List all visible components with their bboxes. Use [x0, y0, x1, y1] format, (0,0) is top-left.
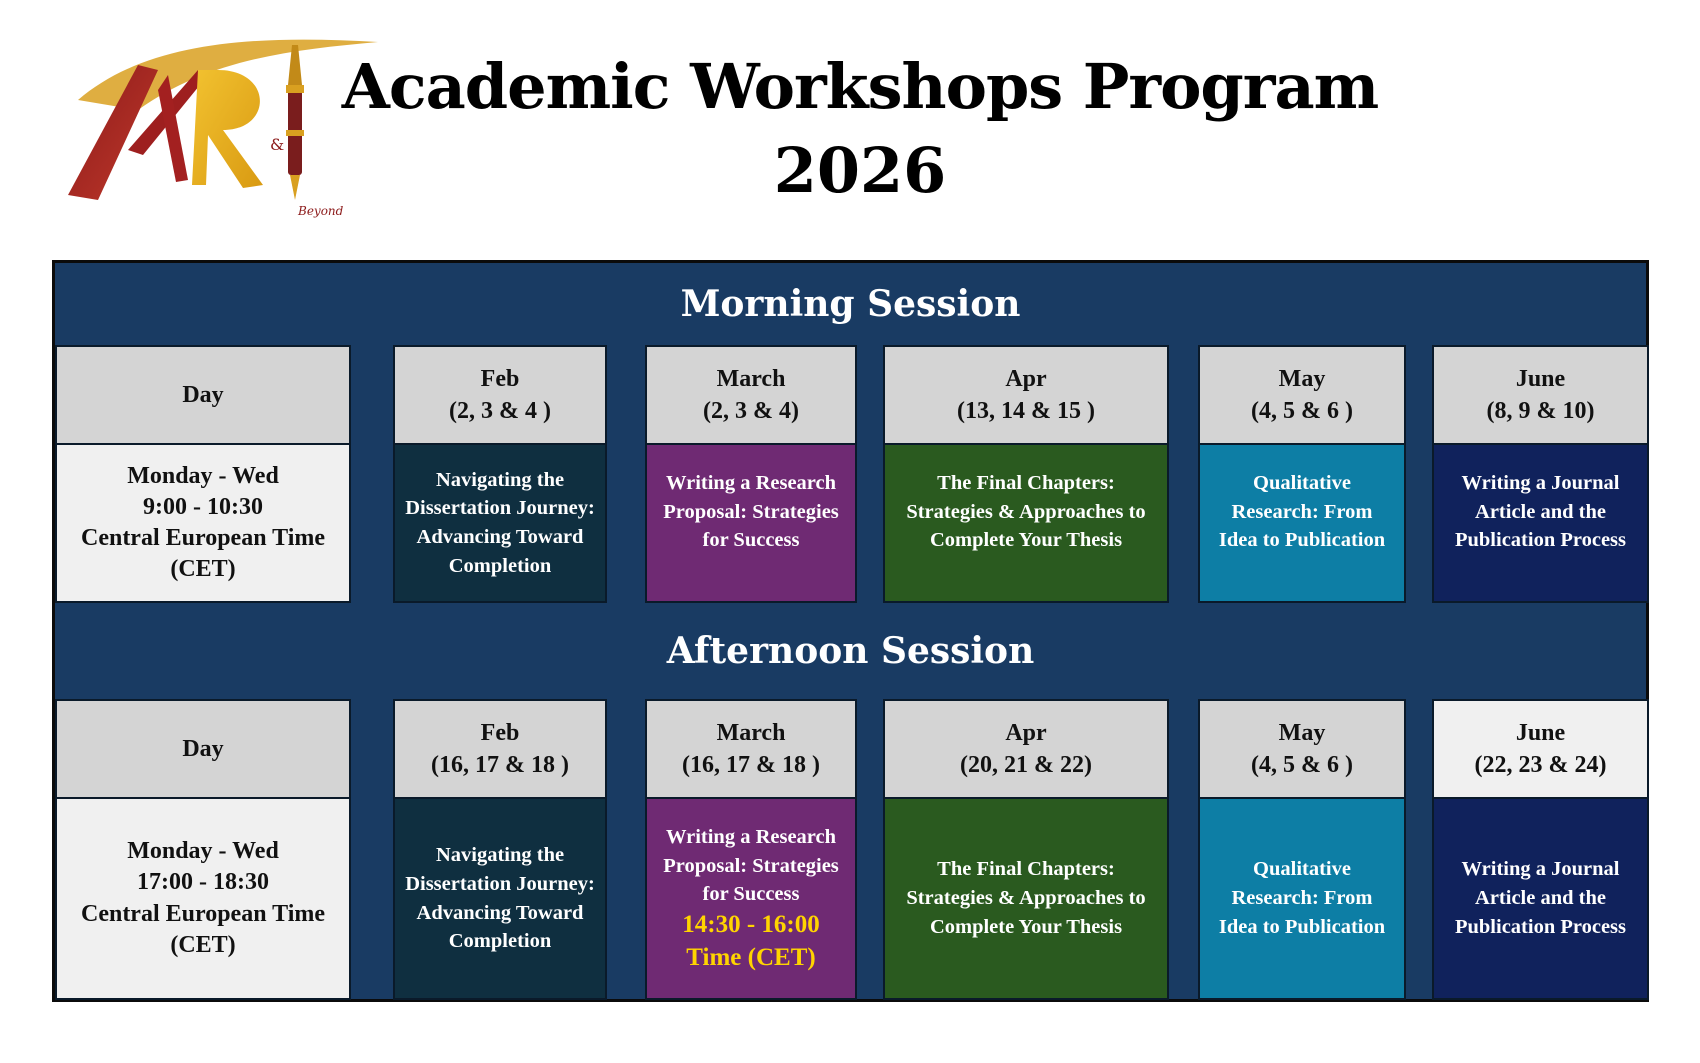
afternoon-feb-workshop: Navigating the Dissertation Journey: Advancing Toward Completion	[393, 797, 607, 1000]
morning-march-workshop: Writing a Research Proposal: Strategies for Success	[645, 443, 857, 603]
morning-apr-header: Apr (13, 14 & 15 )	[883, 345, 1169, 445]
afternoon-may-workshop: Qualitative Research: From Idea to Publication	[1198, 797, 1406, 1000]
afternoon-day-header: Day	[55, 699, 351, 799]
afternoon-session-title: Afternoon Session	[666, 630, 1035, 672]
page-title	[330, 45, 1390, 212]
morning-feb-header: Feb (2, 3 & 4 )	[393, 345, 607, 445]
svg-text:Beyond: Beyond	[298, 204, 344, 218]
afternoon-june-header: June (22, 23 & 24)	[1432, 699, 1649, 799]
afternoon-march-header: March (16, 17 & 18 )	[645, 699, 857, 799]
morning-time-cell: Monday - Wed 9:00 - 10:30 Central European Time (CET)	[55, 443, 351, 603]
title-line-1: Academic Workshops Program	[341, 50, 1379, 123]
morning-feb-workshop: Navigating the Dissertation Journey: Advancing Toward Completion	[393, 443, 607, 603]
afternoon-time-cell: Monday - Wed 17:00 - 18:30 Central European Time (CET)	[55, 797, 351, 1000]
afternoon-apr-workshop: The Final Chapters: Strategies & Approaches to Complete Your Thesis	[883, 797, 1169, 1000]
afternoon-feb-header: Feb (16, 17 & 18 )	[393, 699, 607, 799]
afternoon-apr-header: Apr (20, 21 & 22)	[883, 699, 1169, 799]
morning-june-header: June (8, 9 & 10)	[1432, 345, 1649, 445]
afternoon-june-workshop: Writing a Journal Article and the Publication Process	[1432, 797, 1649, 1000]
afternoon-may-header: May (4, 5 & 6 )	[1198, 699, 1406, 799]
morning-session-title: Morning Session	[680, 283, 1021, 325]
morning-may-workshop: Qualitative Research: From Idea to Publication	[1198, 443, 1406, 603]
morning-apr-workshop: The Final Chapters: Strategies & Approaches to Complete Your Thesis	[883, 443, 1169, 603]
march-time-zone-note: Time (CET)	[686, 943, 816, 971]
afternoon-march-workshop: Writing a Research Proposal: Strategies for Success 14:30 - 16:00 Time (CET)	[645, 797, 857, 1000]
title-line-2: 2026	[773, 133, 947, 207]
morning-june-workshop: Writing a Journal Article and the Publication Process	[1432, 443, 1649, 603]
svg-text:&: &	[270, 135, 285, 154]
morning-may-header: May (4, 5 & 6 )	[1198, 345, 1406, 445]
morning-march-header: March (2, 3 & 4)	[645, 345, 857, 445]
morning-day-header: Day	[55, 345, 351, 445]
schedule-table	[52, 260, 1649, 1002]
march-time-note: 14:30 - 16:00	[682, 911, 820, 939]
